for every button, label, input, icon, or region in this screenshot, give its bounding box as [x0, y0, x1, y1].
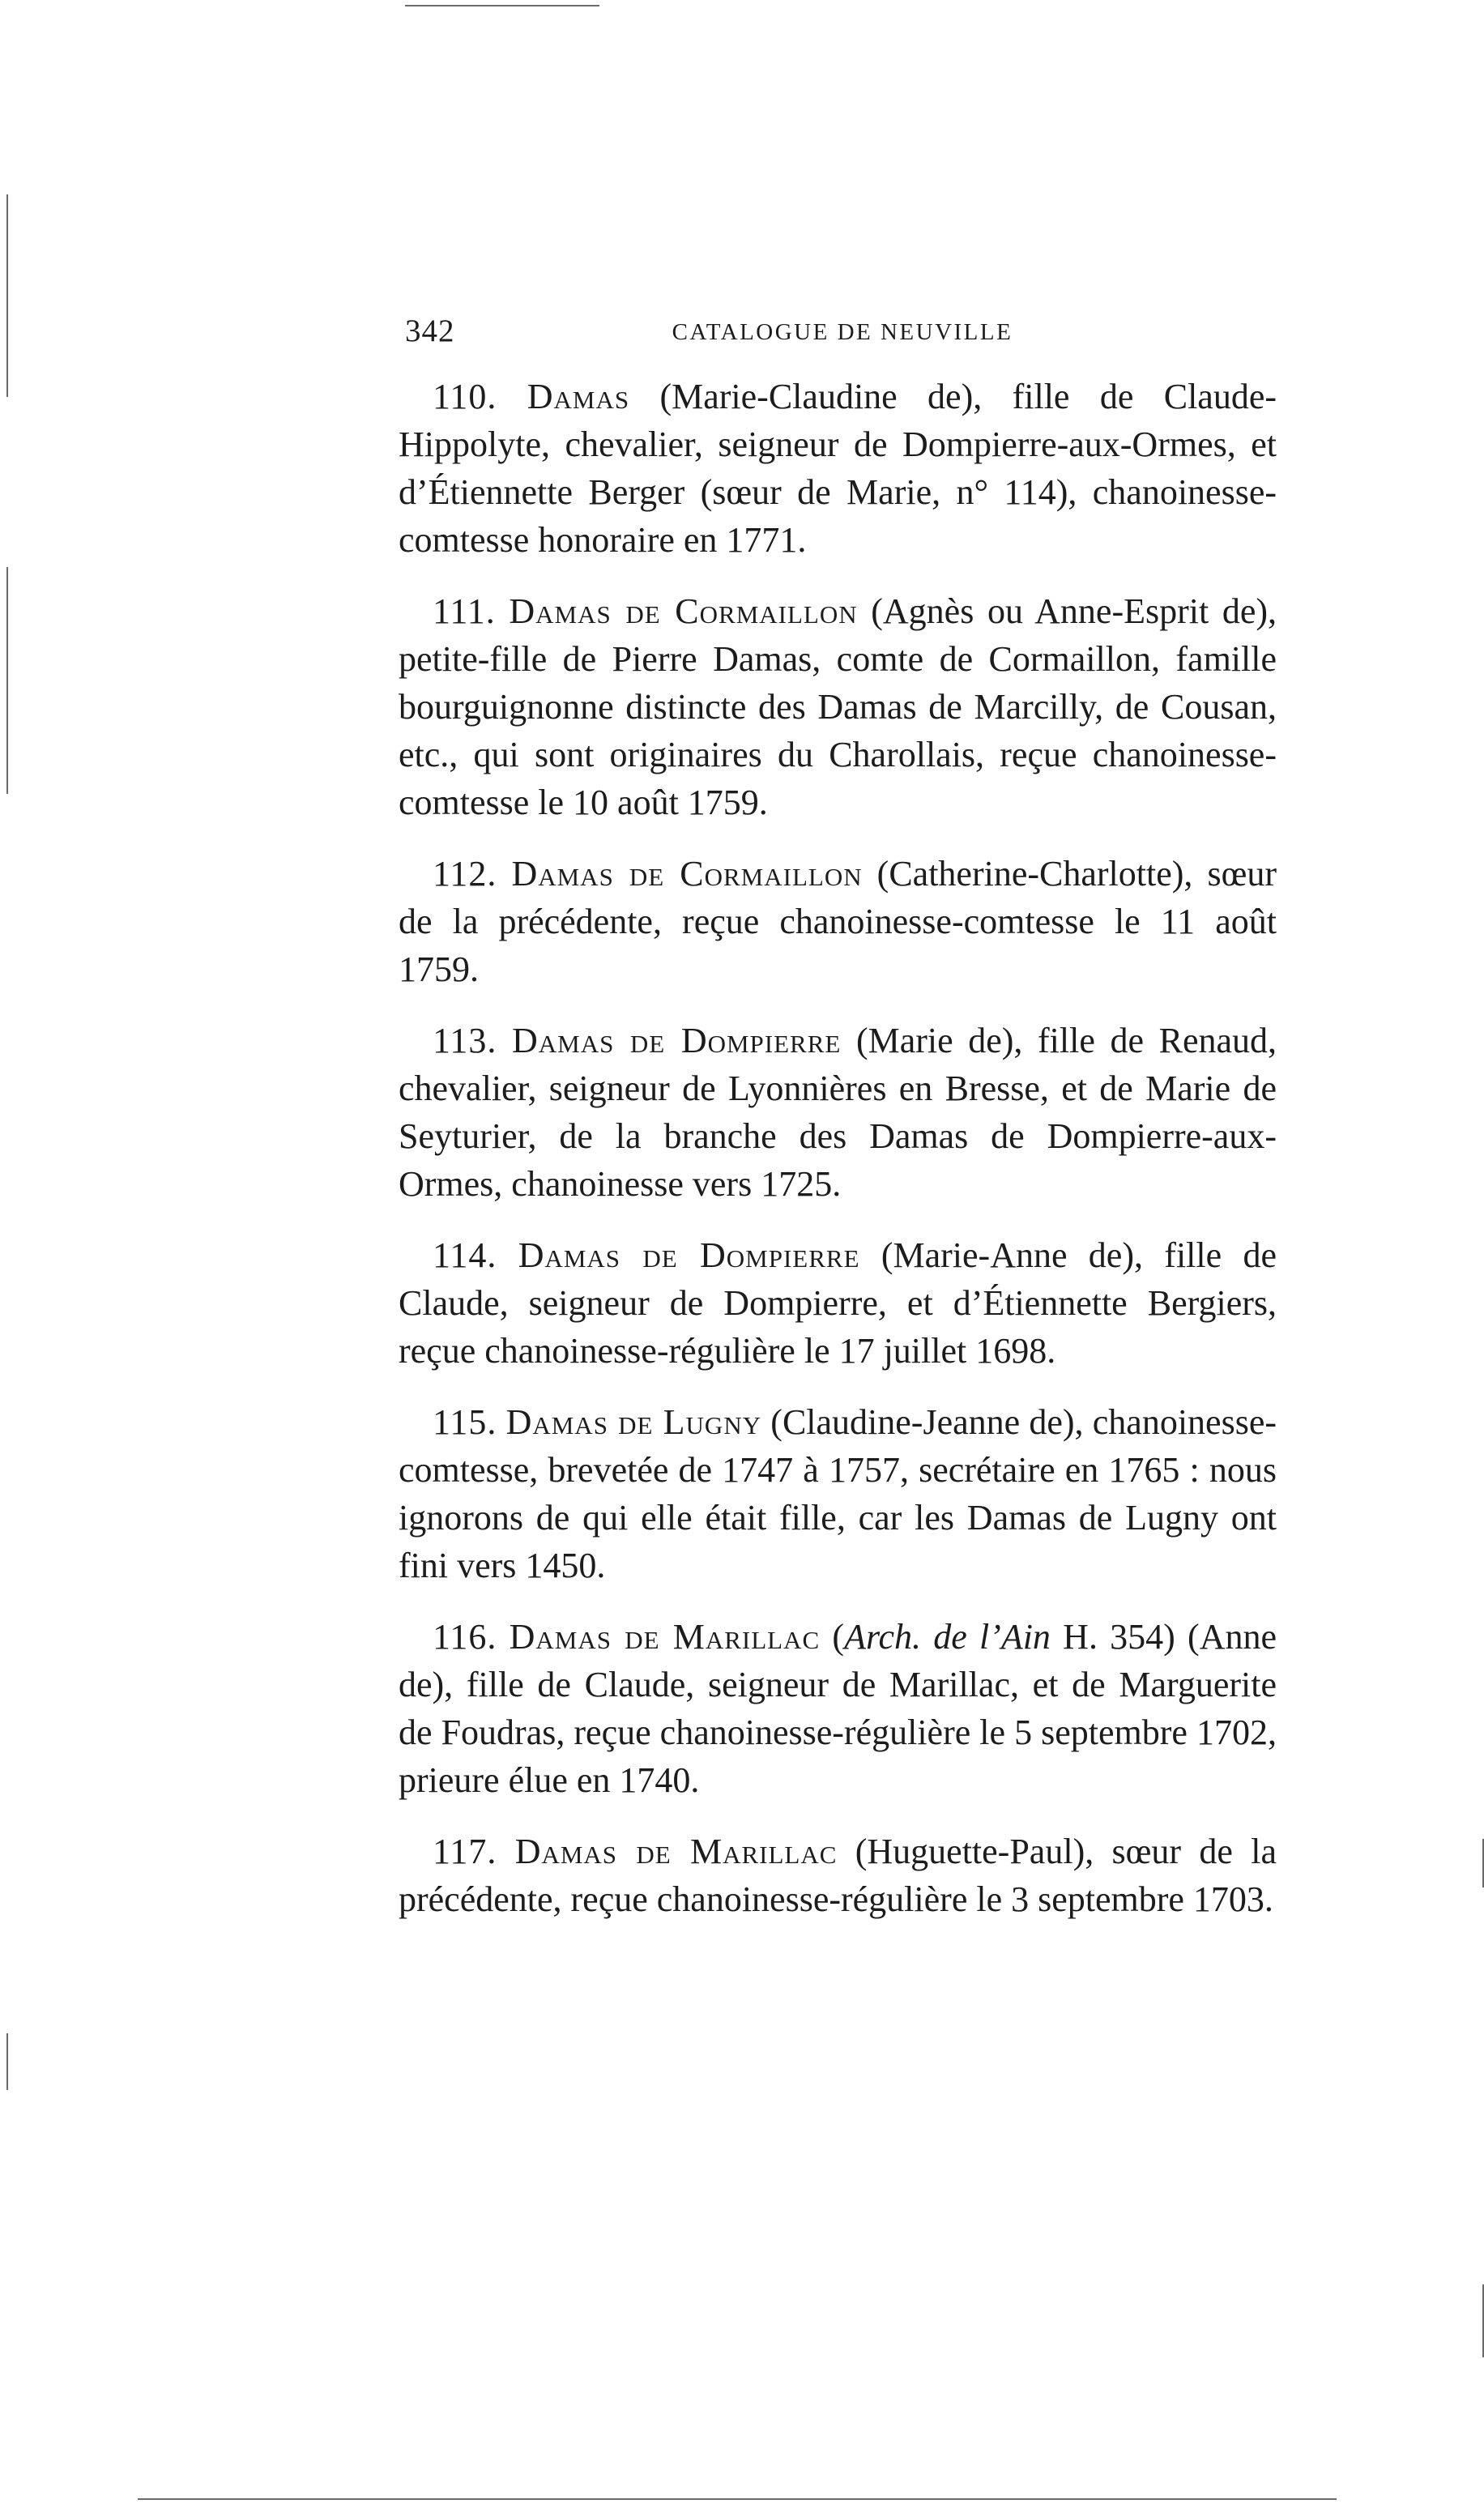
entry-family-name: Damas de Cormaillon	[511, 854, 863, 894]
entry-112	[399, 850, 1277, 993]
entry-110	[399, 373, 1277, 564]
entry-number: 116.	[433, 1617, 497, 1657]
entry-number: 111.	[433, 591, 496, 631]
entry-number: 113.	[433, 1021, 497, 1060]
entry-number: 112.	[433, 854, 497, 894]
entry-number: 117.	[433, 1832, 497, 1871]
entry-115	[399, 1398, 1277, 1589]
entry-111	[399, 587, 1277, 826]
scan-artifact-left-3	[6, 2033, 8, 2090]
entry-text: (Marie de), fille de Renaud, chevalier, seigneur de Lyonnières en Bresse, et de Marie de Seyturier, de la branche des Damas de Dompierre-aux-Ormes, chanoinesse vers 1725.	[399, 1021, 1277, 1204]
running-header	[405, 313, 1280, 361]
entry-117	[399, 1828, 1277, 1923]
archive-reference: Arch. de l’Ain	[844, 1617, 1051, 1657]
entry-text: (Huguette-Paul), sœur de la précédente, reçue chanoinesse-régulière le 3 septembre 1703.	[399, 1832, 1277, 1919]
entry-text: (Claudine-Jeanne de), chanoinesse-comtesse, brevetée de 1747 à 1757, secrétaire en 1765 : nous ignorons de qui elle était fille, car les Damas de Lugny ont fini vers 1450.	[399, 1402, 1277, 1585]
entry-116: 116. Damas de Marillac (Arch. de l’Ain H. 354) (Anne de), fille de Claude, seigneur de Marillac, et de Marguerite de Foudras, reçue chanoinesse-régulière le 5 septembre 1702, prieure élue en 1740.	[399, 1617, 1277, 1800]
entry-family-name: Damas de Dompierre	[511, 1021, 842, 1060]
scan-artifact-left-1	[6, 194, 8, 397]
entry-114	[399, 1231, 1277, 1375]
entry-number: 110.	[433, 377, 497, 416]
entry-family-name: Damas de Marillac	[514, 1832, 838, 1871]
entry-family-name: Damas de Cormaillon	[509, 591, 858, 631]
entry-family-name: Damas	[527, 377, 630, 416]
entry-family-name: Damas de Lugny	[505, 1402, 762, 1442]
entry-text: (Marie-Anne de), fille de Claude, seigneur de Dompierre, et d’Étiennette Bergiers, reçue chanoinesse-régulière le 17 juillet 1698.	[399, 1235, 1277, 1371]
entry-number: 115.	[433, 1402, 497, 1442]
catalogue-entries	[399, 373, 1277, 1947]
entry-text: (Marie-Claudine de), fille de Claude-Hippolyte, chevalier, seigneur de Dompierre-aux-Ormes, et d’Étiennette Berger (sœur de Marie, n° 114), chanoinesse-comtesse honoraire en 1771.	[399, 377, 1277, 560]
entry-text: (Anne de), fille de Claude, seigneur de Marillac, et de Marguerite de Foudras, reçue chanoinesse-régulière le 5 septembre 1702, prieure élue en 1740.	[399, 1617, 1277, 1800]
entry-family-name: Damas de Marillac	[509, 1617, 821, 1657]
running-title: CATALOGUE DE NEUVILLE	[672, 319, 1013, 345]
page-number: 342	[405, 314, 455, 348]
scan-artifact-bottom	[138, 2498, 1337, 2500]
entry-number: 114.	[433, 1235, 497, 1275]
entry-family-name: Damas de Dompierre	[518, 1235, 860, 1275]
scan-artifact-left-2	[6, 567, 8, 794]
scan-artifact-top	[405, 5, 599, 6]
entry-text: (Agnès ou Anne-Esprit de), petite-fille de Pierre Damas, comte de Cormaillon, famille bourguignonne distincte des Damas de Marcilly, de Cousan, etc., qui sont originaires du Charollais, reçue chanoinesse-comtesse le 10 août 1759.	[399, 591, 1277, 822]
archive-reference-folio: H. 354)	[1050, 1617, 1175, 1657]
entry-text: (Catherine-Charlotte), sœur de la précédente, reçue chanoinesse-comtesse le 11 août 1759.	[399, 854, 1277, 989]
entry-113	[399, 1017, 1277, 1208]
